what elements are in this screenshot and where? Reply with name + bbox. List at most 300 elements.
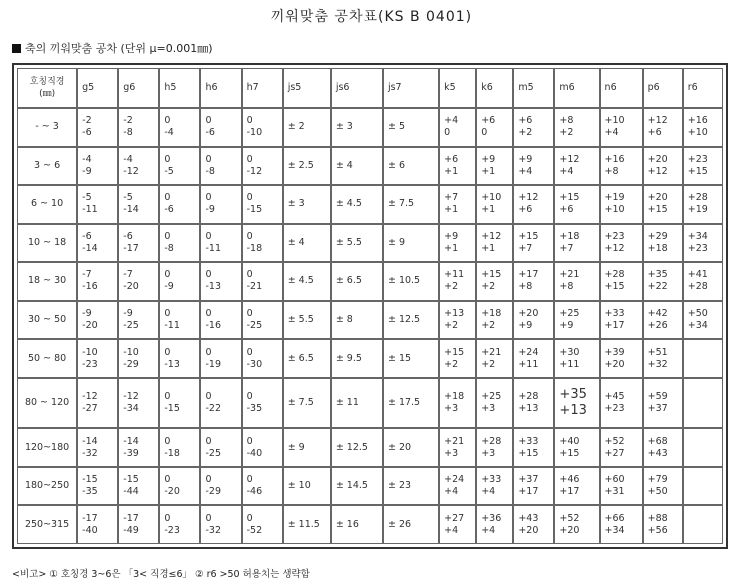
lower-deviation: -40 (82, 524, 98, 536)
tolerance-cell-js5 (283, 185, 331, 224)
header-class-js7: js7 (383, 68, 439, 108)
upper-deviation: +60 (604, 474, 625, 486)
header-class-k5: k5 (439, 68, 476, 108)
tolerance-cell-p6 (643, 224, 683, 263)
tolerance-cell-r6 (683, 185, 723, 224)
tolerance-cell-h5 (159, 467, 200, 506)
tolerance-cell-p6 (643, 339, 683, 378)
tolerance-cell-h6 (200, 185, 241, 224)
upper-deviation: 0 (164, 346, 171, 358)
tolerance-cell-js7 (383, 467, 439, 506)
lower-deviation: -18 (246, 242, 263, 254)
upper-deviation: 0 (164, 474, 171, 486)
lower-deviation: +19 (687, 204, 708, 216)
lower-deviation: +11 (518, 358, 539, 370)
tolerance-table (17, 68, 723, 544)
tolerance-cell-g5 (77, 147, 118, 186)
lower-deviation: +13 (518, 403, 539, 415)
table-row (17, 147, 723, 186)
lower-deviation: +8 (604, 165, 619, 177)
upper-deviation: 0 (205, 391, 212, 403)
row-nominal-size: - ~ 3 (17, 108, 77, 147)
tolerance-cell-js6 (331, 262, 383, 301)
tolerance-cell-js5 (283, 262, 331, 301)
row-nominal-size: 50 ~ 80 (17, 339, 77, 378)
tolerance-cell-h5 (159, 185, 200, 224)
tolerance-cell-g6 (118, 262, 159, 301)
upper-deviation: 0 (205, 435, 212, 447)
tolerance-cell-h7 (242, 147, 283, 186)
upper-deviation: ± 14.5 (335, 480, 368, 492)
tolerance-cell-h7 (242, 185, 283, 224)
lower-deviation: +56 (647, 524, 668, 536)
table-row (17, 378, 723, 428)
upper-deviation: 0 (246, 269, 253, 281)
tolerance-cell-h6 (200, 339, 241, 378)
tolerance-cell-k5 (439, 505, 476, 544)
upper-deviation: ± 6.5 (335, 275, 362, 287)
upper-deviation: +17 (518, 269, 539, 281)
upper-deviation: +28 (687, 192, 708, 204)
upper-deviation: +27 (444, 512, 465, 524)
upper-deviation: +33 (481, 474, 502, 486)
upper-deviation: 0 (246, 308, 253, 319)
tolerance-cell-p6 (643, 428, 683, 467)
tolerance-cell-g6 (118, 378, 159, 428)
header-class-g6: g6 (118, 68, 159, 108)
lower-deviation: -4 (164, 127, 174, 139)
lower-deviation: +4 (481, 486, 496, 498)
upper-deviation: ± 7.5 (387, 198, 415, 210)
upper-deviation: ± 7.5 (287, 397, 314, 409)
tolerance-cell-h5 (159, 505, 200, 544)
upper-deviation: +21 (444, 435, 465, 447)
upper-deviation: +21 (559, 269, 580, 281)
upper-deviation: +7 (444, 192, 459, 204)
upper-deviation: +51 (647, 346, 668, 358)
tolerance-cell-h7 (242, 467, 283, 506)
upper-deviation: -2 (123, 115, 133, 127)
upper-deviation: 0 (164, 391, 171, 403)
lower-deviation: +2 (444, 281, 459, 293)
tolerance-cell-h6 (200, 224, 241, 263)
upper-deviation: ± 11 (335, 397, 359, 409)
upper-deviation: +18 (444, 391, 465, 403)
tolerance-cell-g5 (77, 108, 118, 147)
tolerance-cell-p6 (643, 467, 683, 506)
lower-deviation: -6 (205, 127, 215, 139)
upper-deviation: -12 (82, 391, 98, 403)
lower-deviation: -8 (205, 165, 215, 177)
tolerance-cell-js6 (331, 467, 383, 506)
tolerance-cell-g6 (118, 185, 159, 224)
tolerance-cell-js6 (331, 147, 383, 186)
upper-deviation: 0 (164, 435, 171, 447)
lower-deviation: -9 (205, 204, 215, 216)
upper-deviation: +23 (604, 230, 625, 242)
tolerance-cell-h5 (159, 301, 200, 340)
tolerance-cell-h5 (159, 339, 200, 378)
upper-deviation: +10 (481, 192, 502, 204)
lower-deviation: +43 (647, 447, 668, 459)
tolerance-cell-m6 (554, 467, 599, 506)
upper-deviation: +12 (518, 192, 539, 204)
upper-deviation: +29 (647, 230, 668, 242)
tolerance-cell-h6 (200, 428, 241, 467)
lower-deviation: +15 (518, 447, 539, 459)
lower-deviation: +18 (647, 242, 668, 254)
lower-deviation: +9 (518, 320, 533, 331)
upper-deviation: 0 (205, 269, 212, 281)
lower-deviation: +26 (647, 320, 668, 331)
tolerance-cell-k5 (439, 262, 476, 301)
upper-deviation: +33 (604, 308, 625, 319)
row-nominal-size: 10 ~ 18 (17, 224, 77, 263)
upper-deviation: 0 (164, 308, 171, 319)
upper-deviation: 0 (205, 474, 212, 486)
tolerance-cell-n6 (600, 339, 643, 378)
tolerance-cell-js5 (283, 505, 331, 544)
tolerance-cell-m6 (554, 185, 599, 224)
lower-deviation: -10 (246, 127, 263, 139)
header-class-js5: js5 (283, 68, 331, 108)
lower-deviation: -6 (164, 204, 174, 216)
upper-deviation: 0 (164, 269, 171, 281)
upper-deviation: +39 (604, 346, 625, 358)
lower-deviation: +9 (559, 320, 574, 331)
upper-deviation: +68 (647, 435, 668, 447)
lower-deviation: +4 (444, 486, 459, 498)
lower-deviation: +34 (604, 524, 625, 536)
upper-deviation: 0 (205, 346, 212, 358)
tolerance-cell-h5 (159, 147, 200, 186)
tolerance-cell-n6 (600, 301, 643, 340)
lower-deviation: -35 (82, 486, 98, 498)
lower-deviation: -16 (82, 281, 98, 293)
table-caption-text: 축의 끼워맞춤 공차 (단위 μ=0.001㎜) (25, 42, 213, 55)
tolerance-cell-h7 (242, 505, 283, 544)
upper-deviation: ± 4.5 (287, 275, 314, 287)
lower-deviation: -13 (205, 281, 222, 293)
tolerance-cell-m5 (513, 185, 554, 224)
upper-deviation: -6 (123, 230, 133, 242)
upper-deviation: +25 (481, 391, 502, 403)
tolerance-cell-js5 (283, 108, 331, 147)
tolerance-cell-m5 (513, 428, 554, 467)
upper-deviation: -14 (123, 435, 139, 447)
upper-deviation: ± 9.5 (335, 352, 362, 364)
upper-deviation: ± 3 (287, 198, 305, 210)
lower-deviation: +3 (444, 447, 459, 459)
upper-deviation: 0 (164, 192, 171, 204)
tolerance-cell-h7 (242, 301, 283, 340)
tolerance-cell-m6 (554, 108, 599, 147)
upper-deviation: +9 (518, 153, 533, 165)
table-row (17, 339, 723, 378)
tolerance-cell-m5 (513, 224, 554, 263)
upper-deviation: 0 (246, 346, 253, 358)
tolerance-cell-js5 (283, 147, 331, 186)
tolerance-cell-js7 (383, 147, 439, 186)
table-row (17, 467, 723, 506)
upper-deviation: ± 4 (335, 159, 353, 171)
table-row (17, 301, 723, 340)
lower-deviation: -46 (246, 486, 263, 498)
tolerance-cell-h5 (159, 262, 200, 301)
tolerance-cell-js7 (383, 301, 439, 340)
lower-deviation: +6 (559, 204, 574, 216)
tolerance-cell-r6 (683, 147, 723, 186)
lower-deviation: 0 (444, 127, 451, 139)
tolerance-cell-js7 (383, 339, 439, 378)
upper-deviation: ± 5.5 (335, 236, 362, 248)
tolerance-cell-js5 (283, 339, 331, 378)
tolerance-cell-n6 (600, 185, 643, 224)
header-class-js6: js6 (331, 68, 383, 108)
tolerance-cell-k6 (476, 108, 513, 147)
lower-deviation: -34 (123, 403, 139, 415)
lower-deviation: -49 (123, 524, 139, 536)
table-row (17, 185, 723, 224)
tolerance-cell-g6 (118, 467, 159, 506)
tolerance-cell-js6 (331, 301, 383, 340)
tolerance-cell-k5 (439, 108, 476, 147)
tolerance-cell-g6 (118, 108, 159, 147)
lower-deviation: +4 (559, 165, 574, 177)
tolerance-cell-n6 (600, 108, 643, 147)
lower-deviation: -23 (164, 524, 180, 536)
upper-deviation: -4 (123, 153, 133, 165)
lower-deviation: +2 (481, 358, 496, 370)
upper-deviation: +18 (481, 308, 502, 319)
lower-deviation: +1 (444, 242, 459, 254)
lower-deviation: +2 (518, 127, 533, 139)
lower-deviation: +22 (647, 281, 668, 293)
lower-deviation: -14 (123, 204, 139, 216)
header-class-g5: g5 (77, 68, 118, 108)
lower-deviation: -11 (164, 320, 180, 331)
upper-deviation: +40 (559, 435, 580, 447)
upper-deviation: +21 (481, 346, 502, 358)
tolerance-cell-h7 (242, 224, 283, 263)
tolerance-cell-m6 (554, 301, 599, 340)
tolerance-cell-k6 (476, 262, 513, 301)
tolerance-cell-m6 (554, 262, 599, 301)
header-nominal-size-text: (㎜) (39, 89, 56, 99)
upper-deviation: +19 (604, 192, 625, 204)
tolerance-cell-r6 (683, 108, 723, 147)
upper-deviation: -9 (82, 308, 92, 319)
tolerance-cell-m5 (513, 108, 554, 147)
lower-deviation: +2 (559, 127, 574, 139)
upper-deviation: -2 (82, 115, 92, 127)
lower-deviation: -23 (82, 358, 98, 370)
table-body (17, 108, 723, 544)
lower-deviation: -30 (246, 358, 263, 370)
tolerance-cell-js6 (331, 224, 383, 263)
upper-deviation: +30 (559, 346, 580, 358)
lower-deviation: +3 (481, 447, 496, 459)
lower-deviation: +7 (518, 242, 533, 254)
lower-deviation: +13 (559, 403, 587, 419)
lower-deviation: +27 (604, 447, 625, 459)
tolerance-cell-k5 (439, 147, 476, 186)
lower-deviation: +10 (604, 204, 625, 216)
page-title: 끼워맞춤 공차표(KS B 0401) (270, 9, 473, 25)
lower-deviation: +2 (481, 281, 496, 293)
lower-deviation: -29 (205, 486, 222, 498)
upper-deviation: ± 9 (287, 441, 305, 453)
tolerance-cell-js6 (331, 378, 383, 428)
upper-deviation: ± 5 (387, 121, 405, 133)
upper-deviation: +13 (444, 308, 465, 319)
tolerance-cell-h7 (242, 339, 283, 378)
upper-deviation: 0 (205, 192, 212, 204)
lower-deviation: +1 (444, 165, 459, 177)
tolerance-cell-m6 (554, 147, 599, 186)
tolerance-cell-h7 (242, 378, 283, 428)
tolerance-table-frame (12, 63, 728, 549)
lower-deviation: -11 (205, 242, 222, 254)
upper-deviation: 0 (246, 192, 253, 204)
tolerance-cell-k6 (476, 428, 513, 467)
lower-deviation: +15 (647, 204, 668, 216)
tolerance-cell-g6 (118, 301, 159, 340)
upper-deviation: +18 (559, 230, 580, 242)
upper-deviation: -12 (123, 391, 139, 403)
lower-deviation: +4 (444, 524, 459, 536)
tolerance-cell-n6 (600, 262, 643, 301)
tolerance-cell-k6 (476, 301, 513, 340)
tolerance-cell-h6 (200, 301, 241, 340)
tolerance-cell-h7 (242, 262, 283, 301)
header-class-m5: m5 (513, 68, 554, 108)
tolerance-cell-h6 (200, 467, 241, 506)
tolerance-cell-js7 (383, 108, 439, 147)
header-class-h7: h7 (242, 68, 283, 108)
upper-deviation: 0 (164, 230, 171, 242)
tolerance-cell-m6 (554, 224, 599, 263)
lower-deviation: -8 (164, 242, 174, 254)
tolerance-cell-g5 (77, 428, 118, 467)
upper-deviation: +52 (604, 435, 625, 447)
lower-deviation: +34 (687, 320, 708, 331)
upper-deviation: +20 (647, 192, 668, 204)
upper-deviation: ± 10.5 (387, 275, 421, 287)
lower-deviation: +20 (518, 524, 539, 536)
lower-deviation: +15 (604, 281, 625, 293)
tolerance-cell-js5 (283, 428, 331, 467)
upper-deviation: +24 (518, 346, 539, 358)
lower-deviation: -52 (246, 524, 263, 536)
tolerance-cell-k6 (476, 185, 513, 224)
upper-deviation: +15 (444, 346, 465, 358)
tolerance-cell-js6 (331, 185, 383, 224)
upper-deviation: +12 (559, 153, 580, 165)
lower-deviation: +17 (604, 320, 625, 331)
lower-deviation: -20 (82, 320, 98, 331)
upper-deviation: 0 (205, 153, 212, 165)
row-nominal-size: 120~180 (17, 428, 77, 467)
lower-deviation: +12 (604, 242, 625, 254)
lower-deviation: +37 (647, 403, 668, 415)
upper-deviation: ± 17.5 (387, 397, 421, 409)
tolerance-cell-m6 (554, 339, 599, 378)
tolerance-cell-h6 (200, 262, 241, 301)
tolerance-cell-js7 (383, 185, 439, 224)
upper-deviation: 0 (246, 115, 253, 127)
tolerance-cell-js7 (383, 378, 439, 428)
lower-deviation: +2 (444, 320, 459, 331)
lower-deviation: -13 (164, 358, 180, 370)
lower-deviation: +23 (604, 403, 625, 415)
tolerance-cell-n6 (600, 428, 643, 467)
tolerance-cell-n6 (600, 378, 643, 428)
lower-deviation: -15 (164, 403, 180, 415)
upper-deviation: ± 2.5 (287, 159, 314, 171)
lower-deviation: +3 (481, 403, 496, 415)
tolerance-cell-k5 (439, 339, 476, 378)
upper-deviation: +35 (647, 269, 668, 281)
upper-deviation: 0 (205, 115, 212, 127)
header-class-r6: r6 (683, 68, 723, 108)
upper-deviation: 0 (205, 230, 212, 242)
lower-deviation: -40 (246, 447, 263, 459)
header-class-h5: h5 (159, 68, 200, 108)
tolerance-cell-js7 (383, 224, 439, 263)
table-row (17, 224, 723, 263)
tolerance-cell-g6 (118, 428, 159, 467)
upper-deviation: +12 (481, 230, 502, 242)
lower-deviation: -25 (205, 447, 222, 459)
row-nominal-size: 18 ~ 30 (17, 262, 77, 301)
tolerance-cell-r6 (683, 262, 723, 301)
tolerance-cell-g5 (77, 224, 118, 263)
tolerance-cell-js6 (331, 339, 383, 378)
tolerance-cell-g6 (118, 147, 159, 186)
tolerance-cell-h5 (159, 428, 200, 467)
lower-deviation: +6 (518, 204, 533, 216)
lower-deviation: +3 (444, 403, 459, 415)
tolerance-cell-r6 (683, 378, 723, 428)
lower-deviation: -35 (246, 403, 263, 415)
lower-deviation: +6 (647, 127, 662, 139)
upper-deviation: +35 (559, 387, 587, 403)
tolerance-cell-g5 (77, 378, 118, 428)
lower-deviation: +28 (687, 281, 708, 293)
upper-deviation: -15 (82, 474, 98, 486)
upper-deviation: +28 (604, 269, 625, 281)
tolerance-cell-k6 (476, 147, 513, 186)
upper-deviation: ± 5.5 (287, 314, 314, 325)
upper-deviation: +50 (687, 308, 708, 319)
header-nominal-size-text: 호칭직경 (29, 77, 65, 87)
tolerance-cell-g6 (118, 505, 159, 544)
upper-deviation: ± 9 (387, 236, 405, 248)
upper-deviation: +46 (559, 474, 580, 486)
tolerance-cell-p6 (643, 262, 683, 301)
upper-deviation: +23 (687, 153, 708, 165)
lower-deviation: +20 (559, 524, 580, 536)
table-caption (12, 40, 213, 56)
tolerance-cell-p6 (643, 301, 683, 340)
lower-deviation: -32 (205, 524, 222, 536)
lower-deviation: -11 (82, 204, 98, 216)
lower-deviation: -39 (123, 447, 139, 459)
tolerance-cell-k6 (476, 467, 513, 506)
lower-deviation: -19 (205, 358, 222, 370)
upper-deviation: ± 20 (387, 441, 412, 453)
